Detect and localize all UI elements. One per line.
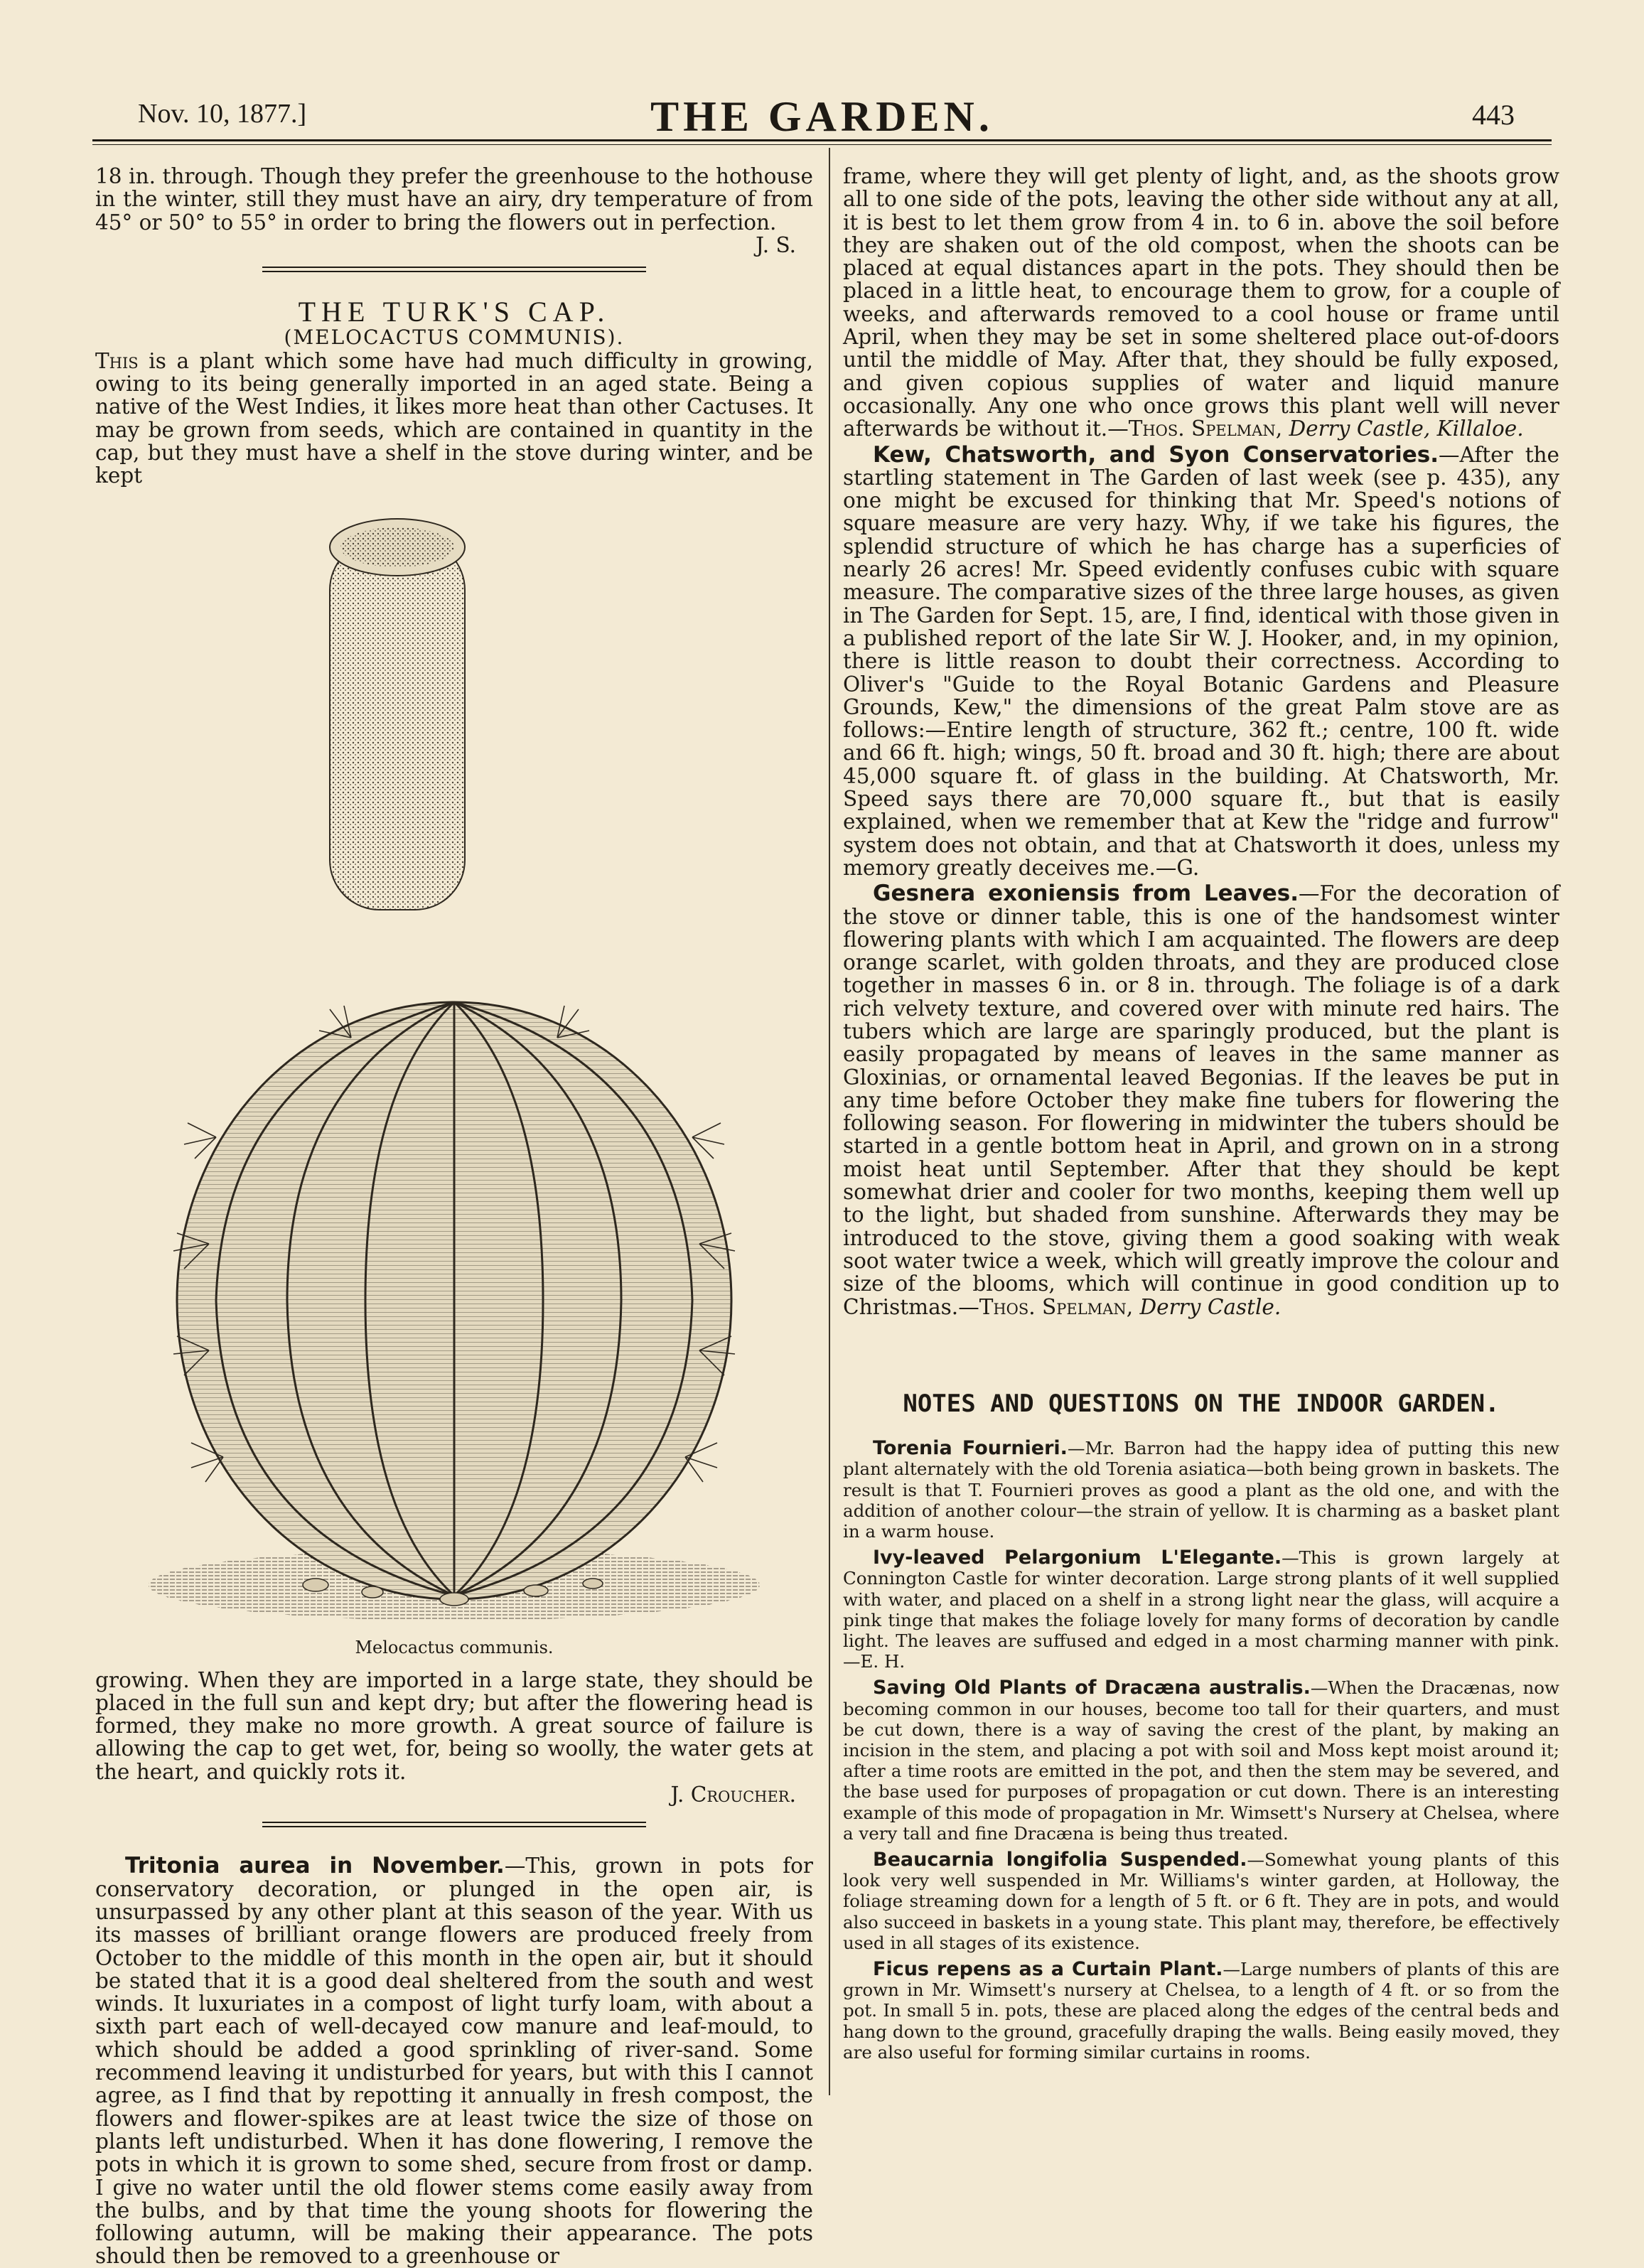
cactus-illustration [95, 498, 813, 1657]
notes-list [843, 1438, 1559, 2063]
gesnera-paragraph [843, 882, 1559, 1318]
right-column [843, 165, 1559, 2063]
gesnera-signature-place: Derry Castle. [1139, 1294, 1282, 1319]
drop-word: This [95, 348, 139, 373]
note-text: —This is grown largely at Connington Castle for winter decoration. Large strong plants of it well supplied with water, and placed on a shelf in a strong light near the glass, will acquire a pink tinge that makes the foliage lovely for many forms of decoration by candle light. The leaves are suffused and edged in a most charming manner with pink.—E. H. [843, 1547, 1560, 1672]
intro-signature: J. S. [756, 232, 796, 257]
section-rule-2 [262, 1822, 646, 1827]
note-heading: Ficus repens as a Curtain Plant. [873, 1958, 1223, 1981]
turks-cap-signature: J. Croucher. [670, 1783, 796, 1807]
notes-section-title: NOTES AND QUESTIONS ON THE INDOOR GARDEN. [903, 1389, 1500, 1418]
melocactus-engraving-icon [138, 498, 770, 1621]
column-divider [829, 148, 830, 2095]
left-column [95, 165, 813, 2268]
note-item [843, 1547, 1559, 1672]
section-rule [262, 267, 646, 272]
tritonia-continued [843, 165, 1559, 441]
note-heading: Ivy-leaved Pelargonium L'Elegante. [873, 1547, 1282, 1569]
turks-cap-paragraph-1-text: is a plant which some have had much difficulty in growing, owing to its being generally imported in an aged state. Being a native of the West Indies, it likes more heat than other Cactuses. It may be grown from seeds, which are contained in quantity in the cap, but they must have a shelf in the stove during winter, and be kept [95, 348, 813, 488]
gesnera-text: —For the decoration of the stove or dinner table, this is one of the handsomest winter flowering plants with which I am acquainted. The flowers are deep orange scarlet, with golden throats, and they are produced close together in masses 6 in. or 8 in. through. The foliage is of a dark rich velvety texture, and covered over with minute red hairs. The tubers which are large are sparingly produced, but the plant is easily propagated by means of leaves in the same manner as Gloxinias, or ornamental leaved Begonias. If the leaves be put in any time before October they make fine tubers for flowering the following season. For flowering in midwinter the tubers should be started in a gentle bottom heat in April, and grown on in a strong moist heat until September. After that they should be kept somewhat drier and cooler for two months, keeping them well up to the light, but shaded from sunshine. Afterwards they may be introduced to the stove, giving them a good soaking with weak soot water twice a week, which will greatly improve the colour and size of the blooms, which will continue in good condition up to Christmas. [843, 881, 1559, 1319]
note-item [843, 1849, 1559, 1953]
tritonia-text: —This, grown in pots for conservatory decoration, or plunged in the open air, is unsurpassed by any other plant at this season of the year. With us its masses of brilliant orange flowers are produced freely from October to the middle of this month in the open air, but it should be stated that it is a good deal sheltered from the south and west winds. It luxuriates in a compost of light turfy loam, with about a sixth part each of well-decayed cow manure and leaf-mould, to which should be added a good sprinkling of river-sand. Some recommend leaving it undisturbed for years, but with this I cannot agree, as I find that by repotting it annually in fresh compost, the flowers and flower-spikes are at least twice the size of those on plants left undisturbed. When it has done flowering, I remove the pots in which it is grown to some shed, secure from frost or damp. I give no water until the old flower stems come easily away from the bulbs, and by that time the young shoots for flowering the following autumn, will be making their appearance. The pots should then be removed to a greenhouse or [95, 1854, 813, 2268]
note-heading: Saving Old Plants of Dracæna australis. [873, 1677, 1311, 1699]
tritonia-heading: Tritonia aurea in November. [125, 1853, 505, 1879]
intro-paragraph: 18 in. through. Though they prefer the greenhouse to the hothouse in the winter, still they must have an airy, dry temperature of from 45° or 50° to 55° in order to bring the flowers out in perfection. [95, 164, 813, 235]
gesnera-heading: Gesnera exoniensis from Leaves. [873, 881, 1299, 907]
note-item [843, 1438, 1559, 1542]
article-subtitle: (MELOCACTUS COMMUNIS). [284, 326, 625, 350]
note-text: —Large numbers of plants of this are grown in Mr. Wimsett's nursery at Chelsea, to a length of 4 ft. or so from the pot. In small 5 in. pots, these are placed along the edges of the central beds and hang down to the ground, gracefully draping the walls. Being easily moved, they are also useful for forming similar curtains in rooms. [843, 1959, 1559, 2063]
tritonia-paragraph [95, 1854, 813, 2267]
turks-cap-paragraph-1 [95, 350, 813, 488]
gesnera-signature: —Thos. Spelman, [958, 1294, 1134, 1319]
article-title-turks-cap: THE TURK'S CAP. [298, 296, 611, 328]
header-rule [92, 139, 1552, 145]
tritonia-signature-place: Derry Castle, Killaloe. [1289, 416, 1524, 441]
turks-cap-paragraph-2: growing. When they are imported in a large state, they should be placed in the full sun and kept dry; but after the flowering head is formed, they make no more growth. A great source of failure is allowing the cap to get wet, for, being so woolly, the water gets at the heart, and quickly rots it. [95, 1667, 813, 1784]
publication-title: THE GARDEN. [650, 93, 994, 140]
note-heading: Torenia Fournieri. [873, 1437, 1068, 1460]
note-item [843, 1959, 1559, 2063]
note-item [843, 1677, 1559, 1844]
kew-heading: Kew, Chatsworth, and Syon Conservatories. [873, 441, 1439, 468]
kew-text: —After the startling statement in The Garden of last week (see p. 435), any one might be excused for thinking that Mr. Speed's notions of square measure are very hazy. Why, if we take his figures, the splendid structure of which he has charge has a superficies of nearly 26 acres! Mr. Speed evidently confuses cubic with square measure. The comparative sizes of the three large houses, as given in The Garden for Sept. 15, are, I find, identical with those given in a published report of the late Sir W. J. Hooker, and, in my opinion, there is little reason to doubt their correctness. According to Oliver's "Guide to the Royal Botanic Gardens and Pleasure Grounds, Kew," the dimensions of the great Palm stove are as follows:—Entire length of structure, 362 ft.; centre, 100 ft. wide and 66 ft. high; wings, 50 ft. broad and 30 ft. high; there are about 45,000 square ft. of glass in the building. At Chatsworth, Mr. Speed says there are 70,000 square ft., but that is easily explained, when we remember that at Kew the "ridge and furrow" system does not obtain, and that at Chatsworth it does, unless my memory greatly deceives me.—G. [843, 442, 1560, 880]
note-text: —Somewhat young plants of this look very well suspended in Mr. Williams's winter garden, at Holloway, the foliage streaming down for a length of 5 ft. or 6 ft. They are in pots, and would also succeed in baskets in a young state. This plant may, therefore, be effectively used in all stages of its existence. [843, 1849, 1559, 1953]
running-head [94, 92, 1550, 144]
note-text: —Mr. Barron had the happy idea of putting this new plant alternately with the old Torenia asiatica—both being grown in baskets. The result is that T. Fournieri proves as good a plant as the old one, and with the addition of another colour—the strain of yellow. It is charming as a basket plant in a warm house. [843, 1438, 1560, 1542]
tritonia-continued-text: frame, where they will get plenty of light, and, as the shoots grow all to one side of the pots, leaving the other side without any at all, it is best to let them grow from 4 in. to 6 in. above the soil before they are shaken out of the old compost, when the shoots can be placed at equal distances apart in the pots. They should then be placed in a little heat, to encourage them to grow, for a couple of weeks, and afterwards removed to a cool house or frame until April, when they may be set in some sheltered place out-of-doors until the middle of May. After that, they should be fully exposed, and given copious supplies of water and liquid manure occasionally. Any one who once grows this plant well will never afterwards be without it. [843, 164, 1559, 441]
note-heading: Beaucarnia longifolia Suspended. [873, 1849, 1247, 1871]
tritonia-signature: —Thos. Spelman, [1107, 416, 1283, 441]
note-text: —When the Dracænas, now becoming common in our houses, become too tall for their quarters, and must be cut down, there is a way of saving the crest of the plant, by making an incision in the stem, and placing a pot with soil and Moss kept moist around it; after a time roots are emitted in the pot, and then the stem may be severed, and the base used for purposes of propagation or cut down. There is an interesting example of this mode of propagation in Mr. Wimsett's Nursery at Chelsea, where a very tall and fine Dracæna is being thus treated. [843, 1677, 1560, 1844]
kew-paragraph [843, 441, 1560, 880]
figure-caption: Melocactus communis. [355, 1637, 554, 1657]
page-number: 443 [1472, 99, 1515, 131]
issue-date: Nov. 10, 1877.] [138, 99, 307, 129]
